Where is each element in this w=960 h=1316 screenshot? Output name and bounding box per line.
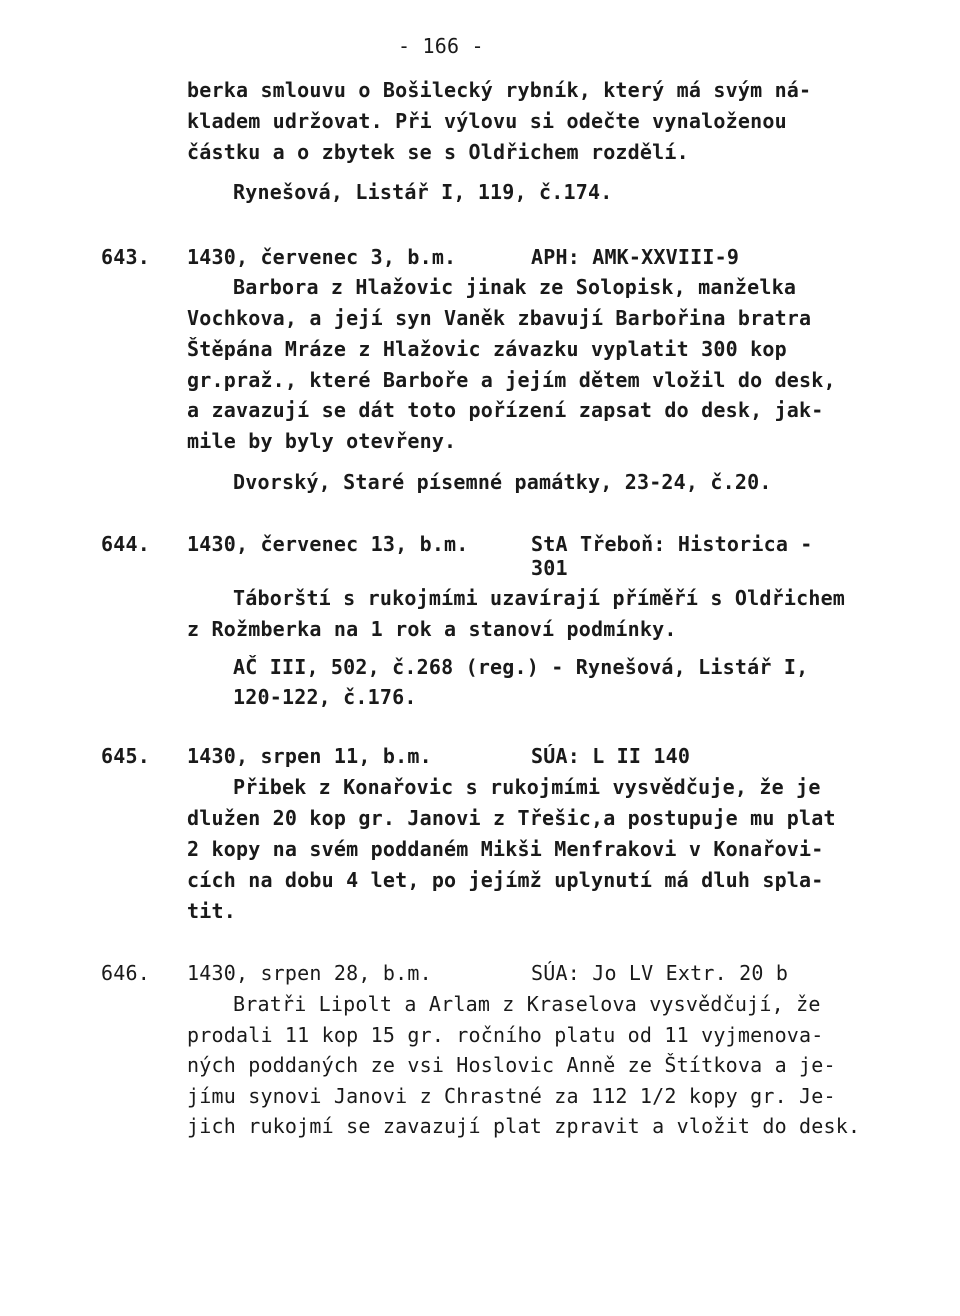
entry-number: 646. (101, 961, 150, 985)
entry-text-line: mile by byly otevřeny. (187, 429, 457, 453)
page-number: - 166 - (398, 34, 484, 58)
entry-date: 1430, srpen 28, b.m. (187, 961, 432, 985)
entry-archive: APH: AMK-XXVIII-9 (531, 245, 740, 269)
entry-text-line: z Rožmberka na 1 rok a stanoví podmínky. (187, 617, 677, 641)
citation-line: Rynešová, Listář I, 119, č.174. (233, 180, 613, 204)
entry-date: 1430, červenec 13, b.m. (187, 532, 469, 556)
entry-number: 643. (101, 245, 150, 269)
entry-text-line: jich rukojmí se zavazují plat zpravit a vložit do desk. (187, 1114, 861, 1138)
citation-line: 120-122, č.176. (233, 685, 417, 709)
entry-number: 645. (101, 744, 150, 768)
continuation-line: berka smlouvu o Bošilecký rybník, který má svým ná- (187, 78, 812, 102)
citation-line: AČ III, 502, č.268 (reg.) - Rynešová, Listář I, (233, 655, 809, 679)
entry-text-line: tit. (187, 899, 236, 923)
entry-text-line: Štěpána Mráze z Hlažovic závazku vyplatit 300 kop (187, 337, 787, 361)
entry-date: 1430, srpen 11, b.m. (187, 744, 432, 768)
entry-text-line: Barbora z Hlažovic jinak ze Solopisk, manželka (233, 275, 797, 299)
entry-text-line: prodali 11 kop 15 gr. ročního platu od 11 vyjmenova- (187, 1023, 824, 1047)
entry-text-line: Bratři Lipolt a Arlam z Kraselova vysvědčují, že (233, 992, 821, 1016)
continuation-line: částku a o zbytek se s Oldřichem rozdělí. (187, 140, 689, 164)
entry-date: 1430, červenec 3, b.m. (187, 245, 457, 269)
entry-archive: SÚA: Jo LV Extr. 20 b (531, 961, 789, 985)
citation-line: Dvorský, Staré písemné památky, 23-24, č.20. (233, 470, 772, 494)
entry-text-line: ných poddaných ze vsi Hoslovic Anně ze Štítkova a je- (187, 1053, 836, 1077)
entry-number: 644. (101, 532, 150, 556)
entry-text-line: Přibek z Konařovic s rukojmími vysvědčuje, že je (233, 775, 821, 799)
entry-archive: StA Třeboň: Historica - (531, 532, 813, 556)
entry-text-line: a zavazují se dát toto pořízení zapsat do desk, jak- (187, 398, 824, 422)
entry-text-line: 2 kopy na svém poddaném Mikši Menfrakovi v Konařovi- (187, 837, 824, 861)
entry-text-line: cích na dobu 4 let, po jejímž uplynutí má dluh spla- (187, 868, 824, 892)
entry-text-line: jímu synovi Janovi z Chrastné za 112 1/2 kopy gr. Je- (187, 1084, 836, 1108)
entry-archive: SÚA: L II 140 (531, 744, 691, 768)
entry-text-line: Vochkova, a její syn Vaněk zbavují Barbořina bratra (187, 306, 812, 330)
entry-text-line: gr.praž., které Barboře a jejím dětem vložil do desk, (187, 368, 836, 392)
entry-archive-continuation: 301 (531, 556, 568, 580)
entry-text-line: dlužen 20 kop gr. Janovi z Třešic,a postupuje mu plat (187, 806, 836, 830)
entry-text-line: Táborští s rukojmími uzavírají příměří s Oldřichem (233, 586, 846, 610)
continuation-line: kladem udržovat. Při výlovu si odečte vynaloženou (187, 109, 787, 133)
